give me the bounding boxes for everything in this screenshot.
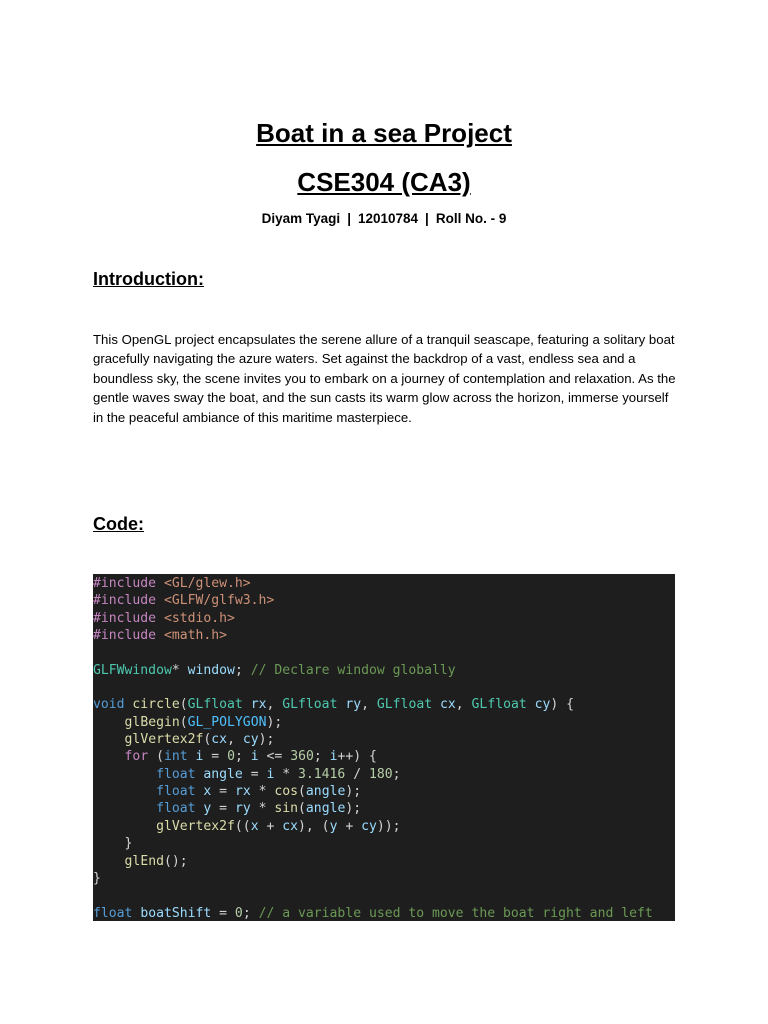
- code-token: <=: [258, 749, 291, 765]
- code-token: );: [345, 784, 362, 800]
- code-line: [93, 714, 675, 731]
- code-token: [93, 732, 125, 747]
- code-token: glVertex2f: [124, 732, 204, 748]
- code-token: ));: [376, 818, 401, 834]
- code-token: =: [242, 766, 267, 782]
- code-token: (: [298, 801, 306, 817]
- code-listing: [93, 574, 675, 921]
- code-line: [93, 662, 675, 679]
- separator: |: [425, 211, 429, 226]
- code-token: GLfloat: [282, 697, 346, 713]
- code-token: rx: [250, 697, 267, 713]
- code-token: (: [179, 714, 188, 730]
- code-token: 360: [290, 749, 314, 765]
- code-token: sin: [274, 801, 299, 817]
- code-token: i: [195, 749, 204, 765]
- code-token: float: [156, 766, 204, 782]
- code-token: ), (: [298, 818, 330, 834]
- code-line: [93, 592, 675, 609]
- code-token: }: [93, 870, 101, 886]
- code-token: float: [156, 801, 204, 817]
- code-token: y: [203, 801, 212, 817]
- roll-number: Roll No. - 9: [435, 211, 507, 226]
- code-token: <stdio.h>: [163, 610, 235, 626]
- separator: |: [347, 211, 351, 226]
- code-token: ,: [455, 697, 472, 713]
- code-token: int: [163, 749, 196, 765]
- code-token: i: [329, 749, 338, 765]
- registration-number: 12010784: [357, 211, 419, 226]
- code-token: #include: [93, 610, 164, 626]
- code-token: [93, 715, 125, 730]
- code-line: [93, 627, 675, 644]
- code-token: );: [345, 801, 362, 817]
- code-token: float: [93, 905, 141, 921]
- code-token: i: [266, 766, 275, 782]
- code-line: [93, 887, 675, 904]
- code-token: ;: [234, 662, 251, 678]
- code-token: <GLFW/glfw3.h>: [163, 593, 275, 609]
- code-token: // Declare window globally: [250, 662, 456, 678]
- code-token: ;: [242, 905, 259, 921]
- code-token: rx: [234, 784, 251, 800]
- code-token: ,: [227, 732, 243, 748]
- code-token: =: [211, 905, 235, 921]
- code-token: #include: [93, 628, 164, 644]
- code-line: [93, 644, 675, 661]
- code-token: ;: [234, 749, 251, 765]
- code-token: ry: [234, 801, 251, 817]
- code-line: [93, 818, 675, 835]
- code-line: [93, 783, 675, 800]
- code-token: =: [211, 801, 235, 817]
- code-token: glBegin: [124, 714, 180, 730]
- code-token: *: [171, 662, 188, 678]
- code-token: ;: [313, 749, 330, 765]
- code-token: [93, 784, 156, 799]
- code-token: GLfloat: [187, 697, 251, 713]
- code-token: (: [179, 697, 188, 713]
- code-token: ,: [266, 697, 283, 713]
- code-token: [93, 749, 125, 764]
- introduction-text: This OpenGL project encapsulates the serene allure of a tranquil seascape, featuring a solitary boat gracefully navigating the azure waters. Set against the backdrop of a vast, endless sea and a boundless sky, the scene invites you to embark on a journey of contemplation and relaxation. As the gentle waves sway the boat, and the sun casts its warm glow across the horizon, immerse yourself in the peaceful ambiance of this maritime masterpiece.: [93, 332, 676, 425]
- code-line: [93, 679, 675, 696]
- code-line: [93, 800, 675, 817]
- code-token: cy: [361, 818, 377, 834]
- code-token: (: [156, 749, 164, 765]
- code-token: angle: [305, 801, 346, 817]
- code-line: [93, 696, 675, 713]
- code-line: [93, 610, 675, 627]
- code-line: [93, 766, 675, 783]
- code-token: *: [250, 784, 275, 800]
- code-token: <GL/glew.h>: [163, 576, 251, 591]
- code-token: +: [258, 818, 283, 834]
- code-token: glEnd: [124, 853, 164, 869]
- code-line: [93, 575, 675, 592]
- code-token: glVertex2f: [156, 818, 235, 834]
- code-token: 0: [234, 905, 243, 921]
- code-token: float: [156, 784, 204, 800]
- code-token: cy: [534, 697, 551, 713]
- code-token: #include: [93, 576, 164, 591]
- code-token: window: [187, 662, 235, 678]
- code-token: i: [250, 749, 259, 765]
- code-token: +: [337, 818, 362, 834]
- code-line: [93, 870, 675, 887]
- code-token: x: [250, 818, 259, 834]
- code-token: GLFWwindow: [93, 662, 172, 678]
- code-line: [93, 853, 675, 870]
- code-token: void: [93, 697, 133, 713]
- code-token: y: [329, 818, 338, 834]
- code-token: =: [211, 784, 235, 800]
- code-token: cx: [439, 697, 456, 713]
- code-token: );: [258, 732, 275, 748]
- code-token: GL_POLYGON: [187, 714, 267, 730]
- code-token: ++) {: [337, 749, 377, 765]
- code-token: circle: [132, 697, 180, 713]
- code-token: [93, 801, 156, 816]
- code-token: 3.1416: [298, 766, 346, 782]
- code-token: <math.h>: [163, 628, 228, 644]
- code-token: boatShift: [140, 905, 212, 921]
- code-token: *: [274, 766, 299, 782]
- code-token: cos: [274, 784, 299, 800]
- code-token: *: [250, 801, 275, 817]
- code-token: [93, 819, 156, 834]
- code-line: [93, 731, 675, 748]
- code-token: GLfloat: [471, 697, 535, 713]
- code-token: GLfloat: [376, 697, 440, 713]
- code-token: }: [93, 836, 133, 852]
- code-token: [93, 767, 156, 782]
- code-token: ,: [361, 697, 377, 713]
- code-line: [93, 835, 675, 852]
- code-token: cx: [211, 732, 228, 748]
- code-token: ();: [163, 853, 188, 869]
- author-name: Diyam Tyagi: [261, 211, 341, 226]
- code-token: for: [124, 749, 157, 765]
- code-token: [93, 854, 125, 869]
- code-token: cy: [242, 732, 259, 748]
- code-line: [93, 905, 675, 921]
- code-token: 0: [227, 749, 235, 765]
- code-token: cx: [282, 818, 299, 834]
- code-heading: Code:: [93, 514, 144, 534]
- code-token: ) {: [550, 697, 575, 713]
- code-token: (: [298, 784, 306, 800]
- code-token: #include: [93, 593, 164, 609]
- code-line: [93, 748, 675, 765]
- code-token: =: [203, 749, 228, 765]
- introduction-heading: Introduction:: [93, 269, 204, 289]
- code-token: 180: [368, 766, 393, 782]
- code-token: ;: [392, 766, 401, 782]
- code-token: angle: [305, 784, 346, 800]
- document-title: Boat in a sea Project: [256, 118, 512, 148]
- code-token: ry: [345, 697, 362, 713]
- code-token: angle: [203, 766, 243, 782]
- author-info: [0, 210, 768, 228]
- code-token: // a variable used to move the boat right and left: [258, 905, 653, 921]
- code-block: [93, 574, 675, 921]
- code-token: ((: [234, 818, 251, 834]
- code-token: x: [203, 784, 212, 800]
- code-token: /: [345, 766, 369, 782]
- code-token: (: [203, 732, 212, 748]
- course-code: CSE304 (CA3): [297, 167, 471, 197]
- code-token: );: [266, 714, 283, 730]
